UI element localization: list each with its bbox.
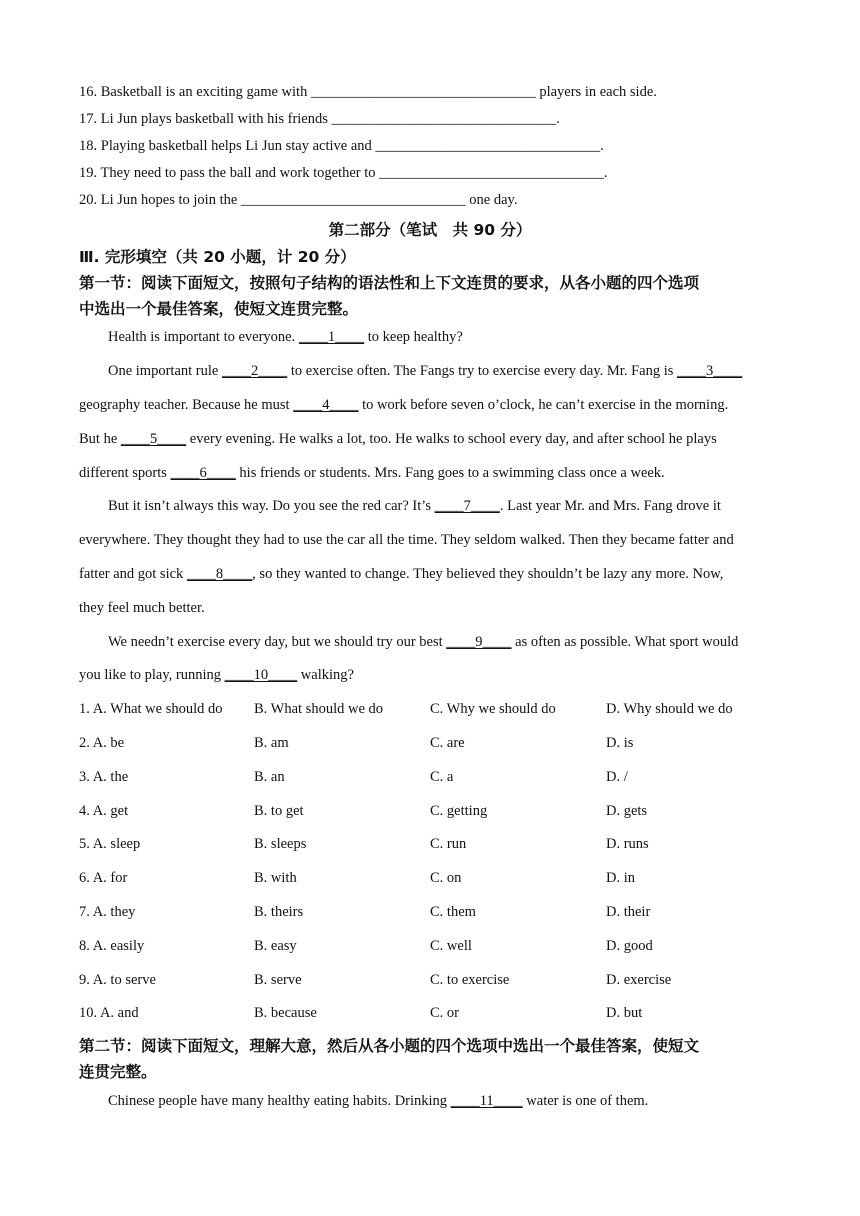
answer-blank: _______________________________ (240, 192, 466, 208)
answer-blank: _______________________________ (310, 84, 536, 100)
cloze-blank-4: ____4____ (293, 397, 359, 413)
option-c: C. run (430, 836, 467, 852)
cloze-blank-1: ____1____ (298, 329, 365, 345)
section2-instruction-line1: 第二节：阅读下面短文，理解大意，然后从各小题的四个选项中选出一个最佳答案，使短文 (79, 1037, 700, 1055)
option-a: 8. A. easily (79, 938, 145, 954)
section1-instruction-line1: 第一节：阅读下面短文，按照句子结构的语法性和上下文连贯的要求，从各小题的四个选项 (79, 274, 700, 292)
option-b: B. theirs (254, 904, 304, 920)
passage-line-8: fatter and got sick ____8____, so they wanted to change. They believed they shouldn’t be lazy any more. Now, (79, 566, 724, 582)
option-c: C. well (430, 938, 472, 954)
cloze-blank-5: ____5____ (120, 431, 187, 447)
passage-line-11: you like to play, running ____10____ walking? (79, 667, 354, 683)
cloze-blank-9: ____9____ (446, 634, 512, 650)
cloze-blank-2: ____2____ (221, 363, 288, 379)
option-d: D. good (606, 938, 653, 954)
option-a: 6. A. for (79, 870, 128, 886)
part2-title: 第二部分（笔试 共 90 分） (328, 221, 532, 239)
passage-line-7: everywhere. They thought they had to use the car all the time. They seldom walked. Then they became fatter and (79, 532, 734, 548)
passage-line-6: But it isn’t always this way. Do you see the red car? It’s ____7____. Last year Mr. and Mrs. Fang drove it (108, 498, 721, 514)
option-d: D. their (606, 904, 651, 920)
option-b: B. with (254, 870, 297, 886)
listening-item-20: 20. Li Jun hopes to join the _______________________________ one day. (79, 192, 518, 208)
section3-title: Ⅲ. 完形填空（共 20 小题，计 20 分） (79, 248, 356, 266)
option-b: B. easy (254, 938, 297, 954)
listening-item-16: 16. Basketball is an exciting game with _______________________________ players in each side. (79, 84, 657, 100)
option-b: B. What should we do (254, 701, 384, 717)
option-a: 4. A. get (79, 803, 129, 819)
option-a: 7. A. they (79, 904, 136, 920)
cloze-blank-11: ____11____ (450, 1093, 523, 1109)
option-c: C. getting (430, 803, 488, 819)
passage2-line-1: Chinese people have many healthy eating habits. Drinking ____11____ water is one of them. (108, 1093, 649, 1109)
option-b: B. sleeps (254, 836, 307, 852)
passage-line-2: One important rule ____2____ to exercise often. The Fangs try to exercise every day. Mr. Fang is ____3____ (108, 363, 743, 379)
option-c: C. to exercise (430, 972, 510, 988)
answer-blank: _______________________________ (331, 111, 557, 127)
option-b: B. am (254, 735, 289, 751)
listening-item-18: 18. Playing basketball helps Li Jun stay active and _______________________________. (79, 138, 604, 154)
option-a: 5. A. sleep (79, 836, 141, 852)
passage-line-1: Health is important to everyone. ____1____ to keep healthy? (108, 329, 463, 345)
answer-blank: _______________________________ (375, 138, 601, 154)
option-d: D. / (606, 769, 628, 785)
option-c: C. Why we should do (430, 701, 556, 717)
section2-instruction-line2: 连贯完整。 (79, 1063, 157, 1081)
cloze-blank-8: ____8____ (186, 566, 253, 582)
option-c: C. on (430, 870, 462, 886)
option-c: C. a (430, 769, 454, 785)
option-b: B. serve (254, 972, 302, 988)
passage-line-3: geography teacher. Because he must ____4____ to work before seven o’clock, he can’t exercise in the morning. (79, 397, 729, 413)
cloze-blank-3: ____3____ (677, 363, 743, 379)
option-c: C. or (430, 1005, 459, 1021)
option-d: D. but (606, 1005, 643, 1021)
option-c: C. are (430, 735, 465, 751)
option-d: D. Why should we do (606, 701, 733, 717)
passage-line-9: they feel much better. (79, 600, 205, 616)
option-d: D. is (606, 735, 634, 751)
option-a: 9. A. to serve (79, 972, 156, 988)
section1-instruction-line2: 中选出一个最佳答案，使短文连贯完整。 (79, 300, 359, 318)
option-a: 10. A. and (79, 1005, 139, 1021)
option-d: D. in (606, 870, 635, 886)
listening-item-17: 17. Li Jun plays basketball with his friends _______________________________. (79, 111, 560, 127)
option-d: D. gets (606, 803, 648, 819)
option-c: C. them (430, 904, 476, 920)
option-b: B. because (254, 1005, 317, 1021)
cloze-blank-10: ____10____ (224, 667, 298, 683)
passage-line-4: But he ____5____ every evening. He walks a lot, too. He walks to school every day, and after school he plays (79, 431, 717, 447)
cloze-blank-7: ____7____ (434, 498, 500, 514)
passage-line-10: We needn’t exercise every day, but we should try our best ____9____ as often as possible. What sport would (108, 634, 739, 650)
cloze-blank-6: ____6____ (170, 465, 236, 481)
option-a: 1. A. What we should do (79, 701, 223, 717)
answer-blank: _______________________________ (379, 165, 604, 181)
passage-line-5: different sports ____6____ his friends or students. Mrs. Fang goes to a swimming class once a week. (79, 465, 665, 481)
option-d: D. runs (606, 836, 649, 852)
option-a: 3. A. the (79, 769, 129, 785)
option-b: B. an (254, 769, 285, 785)
listening-item-19: 19. They need to pass the ball and work together to _______________________________. (79, 165, 608, 181)
option-b: B. to get (254, 803, 304, 819)
option-a: 2. A. be (79, 735, 125, 751)
option-d: D. exercise (606, 972, 672, 988)
